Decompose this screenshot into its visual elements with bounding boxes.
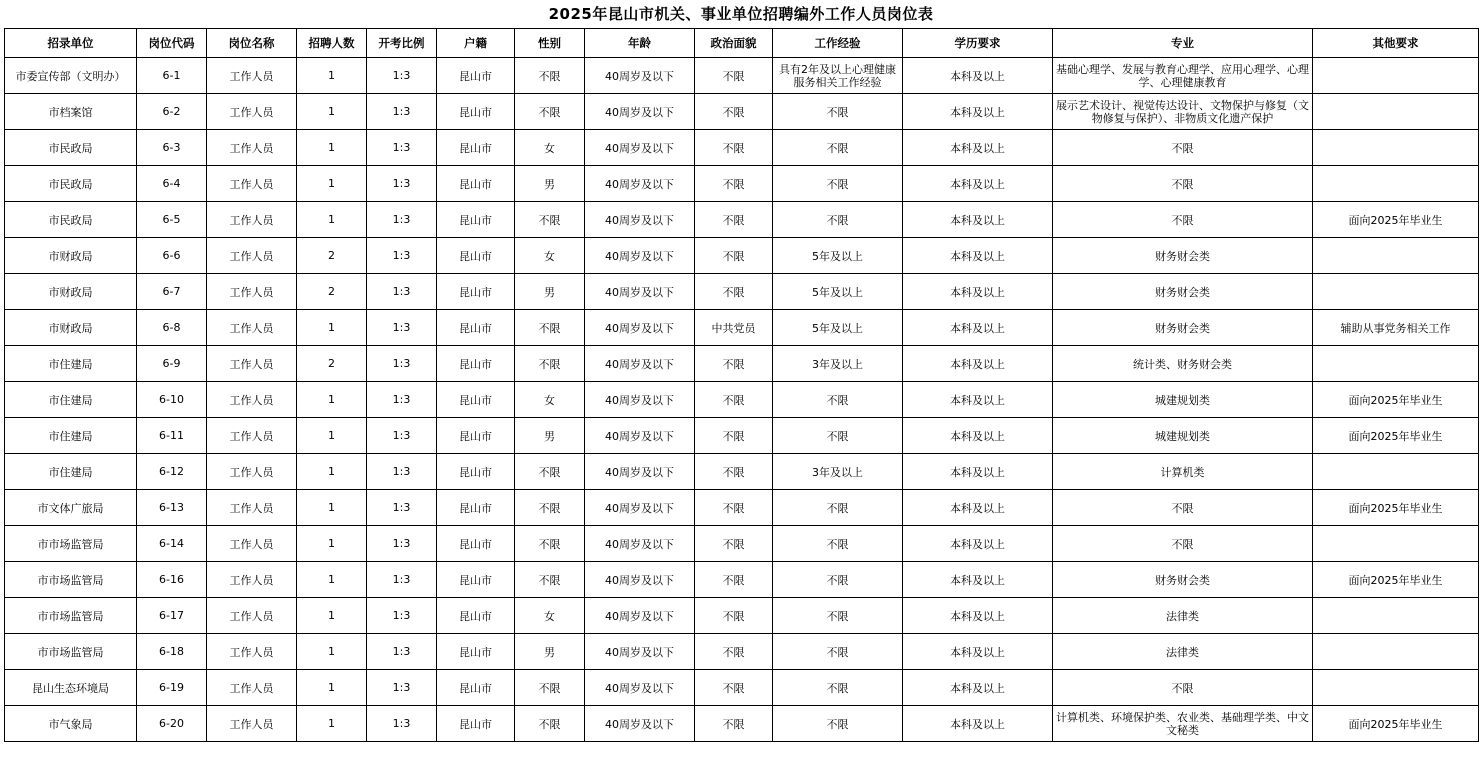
cell-code: 6-10	[137, 382, 207, 418]
cell-major: 不限	[1053, 166, 1313, 202]
cell-code: 6-14	[137, 526, 207, 562]
cell-experience: 不限	[773, 418, 903, 454]
cell-age: 40周岁及以下	[585, 202, 695, 238]
table-row	[5, 598, 1479, 634]
cell-count: 1	[297, 490, 367, 526]
cell-position: 工作人员	[207, 382, 297, 418]
cell-education: 本科及以上	[903, 274, 1053, 310]
cell-experience: 不限	[773, 382, 903, 418]
cell-ratio: 1:3	[367, 382, 437, 418]
cell-unit: 市民政局	[5, 166, 137, 202]
header-count: 招聘人数	[297, 29, 367, 58]
cell-education: 本科及以上	[903, 418, 1053, 454]
cell-major: 展示艺术设计、视觉传达设计、文物保护与修复（文物修复与保护）、非物质文化遗产保护	[1053, 94, 1313, 130]
cell-political: 不限	[695, 562, 773, 598]
cell-unit: 市民政局	[5, 202, 137, 238]
cell-age: 40周岁及以下	[585, 310, 695, 346]
cell-code: 6-2	[137, 94, 207, 130]
cell-experience: 不限	[773, 94, 903, 130]
cell-residence: 昆山市	[437, 598, 515, 634]
cell-other	[1313, 58, 1479, 94]
cell-education: 本科及以上	[903, 346, 1053, 382]
cell-count: 2	[297, 238, 367, 274]
cell-political: 不限	[695, 670, 773, 706]
cell-political: 不限	[695, 58, 773, 94]
cell-ratio: 1:3	[367, 58, 437, 94]
cell-major: 法律类	[1053, 634, 1313, 670]
cell-count: 1	[297, 202, 367, 238]
cell-position: 工作人员	[207, 58, 297, 94]
cell-age: 40周岁及以下	[585, 706, 695, 742]
cell-age: 40周岁及以下	[585, 490, 695, 526]
cell-other	[1313, 346, 1479, 382]
cell-position: 工作人员	[207, 346, 297, 382]
cell-age: 40周岁及以下	[585, 94, 695, 130]
table-row	[5, 94, 1479, 130]
cell-other	[1313, 274, 1479, 310]
table-row	[5, 310, 1479, 346]
cell-experience: 3年及以上	[773, 346, 903, 382]
cell-age: 40周岁及以下	[585, 670, 695, 706]
cell-other	[1313, 598, 1479, 634]
cell-ratio: 1:3	[367, 130, 437, 166]
cell-gender: 男	[515, 274, 585, 310]
cell-gender: 男	[515, 634, 585, 670]
cell-gender: 不限	[515, 58, 585, 94]
cell-gender: 不限	[515, 526, 585, 562]
cell-other	[1313, 454, 1479, 490]
cell-ratio: 1:3	[367, 706, 437, 742]
cell-experience: 具有2年及以上心理健康服务相关工作经验	[773, 58, 903, 94]
cell-unit: 市委宣传部（文明办）	[5, 58, 137, 94]
cell-political: 不限	[695, 382, 773, 418]
cell-position: 工作人员	[207, 706, 297, 742]
cell-ratio: 1:3	[367, 238, 437, 274]
cell-experience: 不限	[773, 562, 903, 598]
header-position: 岗位名称	[207, 29, 297, 58]
cell-experience: 不限	[773, 670, 903, 706]
cell-political: 不限	[695, 490, 773, 526]
cell-residence: 昆山市	[437, 166, 515, 202]
table-row	[5, 382, 1479, 418]
cell-position: 工作人员	[207, 202, 297, 238]
cell-other: 辅助从事党务相关工作	[1313, 310, 1479, 346]
cell-experience: 不限	[773, 598, 903, 634]
cell-major: 计算机类、环境保护类、农业类、基础理学类、中文文秘类	[1053, 706, 1313, 742]
cell-major: 计算机类	[1053, 454, 1313, 490]
cell-unit: 昆山生态环境局	[5, 670, 137, 706]
header-major: 专业	[1053, 29, 1313, 58]
cell-political: 不限	[695, 634, 773, 670]
cell-code: 6-7	[137, 274, 207, 310]
cell-code: 6-12	[137, 454, 207, 490]
cell-major: 城建规划类	[1053, 382, 1313, 418]
cell-political: 不限	[695, 346, 773, 382]
cell-position: 工作人员	[207, 562, 297, 598]
cell-experience: 5年及以上	[773, 310, 903, 346]
cell-position: 工作人员	[207, 166, 297, 202]
cell-residence: 昆山市	[437, 634, 515, 670]
cell-residence: 昆山市	[437, 274, 515, 310]
table-row	[5, 346, 1479, 382]
cell-unit: 市财政局	[5, 238, 137, 274]
table-row	[5, 562, 1479, 598]
cell-unit: 市民政局	[5, 130, 137, 166]
cell-count: 1	[297, 130, 367, 166]
cell-unit: 市市场监管局	[5, 526, 137, 562]
cell-experience: 不限	[773, 634, 903, 670]
cell-code: 6-11	[137, 418, 207, 454]
cell-political: 不限	[695, 418, 773, 454]
cell-education: 本科及以上	[903, 310, 1053, 346]
cell-other: 面向2025年毕业生	[1313, 562, 1479, 598]
cell-unit: 市住建局	[5, 454, 137, 490]
cell-count: 1	[297, 598, 367, 634]
cell-other	[1313, 238, 1479, 274]
cell-age: 40周岁及以下	[585, 418, 695, 454]
cell-position: 工作人员	[207, 130, 297, 166]
cell-code: 6-9	[137, 346, 207, 382]
cell-position: 工作人员	[207, 598, 297, 634]
header-ratio: 开考比例	[367, 29, 437, 58]
cell-gender: 女	[515, 598, 585, 634]
cell-ratio: 1:3	[367, 94, 437, 130]
cell-gender: 女	[515, 382, 585, 418]
table-row	[5, 166, 1479, 202]
cell-experience: 不限	[773, 490, 903, 526]
header-education: 学历要求	[903, 29, 1053, 58]
cell-count: 1	[297, 562, 367, 598]
cell-other: 面向2025年毕业生	[1313, 418, 1479, 454]
header-code: 岗位代码	[137, 29, 207, 58]
header-age: 年龄	[585, 29, 695, 58]
cell-position: 工作人员	[207, 526, 297, 562]
table-body	[5, 58, 1479, 742]
cell-major: 基础心理学、发展与教育心理学、应用心理学、心理学、心理健康教育	[1053, 58, 1313, 94]
cell-code: 6-6	[137, 238, 207, 274]
cell-political: 不限	[695, 454, 773, 490]
cell-education: 本科及以上	[903, 130, 1053, 166]
cell-age: 40周岁及以下	[585, 166, 695, 202]
cell-code: 6-19	[137, 670, 207, 706]
cell-residence: 昆山市	[437, 238, 515, 274]
table-row	[5, 490, 1479, 526]
cell-education: 本科及以上	[903, 58, 1053, 94]
cell-political: 不限	[695, 526, 773, 562]
table-row	[5, 274, 1479, 310]
cell-gender: 女	[515, 130, 585, 166]
table-row	[5, 634, 1479, 670]
cell-experience: 5年及以上	[773, 274, 903, 310]
header-row	[5, 29, 1479, 58]
cell-gender: 男	[515, 418, 585, 454]
cell-age: 40周岁及以下	[585, 562, 695, 598]
cell-count: 1	[297, 634, 367, 670]
cell-major: 城建规划类	[1053, 418, 1313, 454]
cell-residence: 昆山市	[437, 706, 515, 742]
cell-ratio: 1:3	[367, 490, 437, 526]
cell-other: 面向2025年毕业生	[1313, 202, 1479, 238]
cell-major: 财务财会类	[1053, 310, 1313, 346]
header-gender: 性别	[515, 29, 585, 58]
cell-count: 1	[297, 418, 367, 454]
cell-major: 统计类、财务财会类	[1053, 346, 1313, 382]
cell-unit: 市住建局	[5, 418, 137, 454]
cell-major: 财务财会类	[1053, 562, 1313, 598]
cell-age: 40周岁及以下	[585, 454, 695, 490]
cell-education: 本科及以上	[903, 166, 1053, 202]
cell-residence: 昆山市	[437, 454, 515, 490]
cell-code: 6-3	[137, 130, 207, 166]
cell-gender: 不限	[515, 490, 585, 526]
cell-ratio: 1:3	[367, 526, 437, 562]
cell-political: 不限	[695, 130, 773, 166]
cell-code: 6-4	[137, 166, 207, 202]
cell-political: 不限	[695, 274, 773, 310]
cell-unit: 市气象局	[5, 706, 137, 742]
table-row	[5, 58, 1479, 94]
cell-other: 面向2025年毕业生	[1313, 490, 1479, 526]
cell-code: 6-5	[137, 202, 207, 238]
cell-political: 不限	[695, 598, 773, 634]
table-row	[5, 454, 1479, 490]
cell-position: 工作人员	[207, 238, 297, 274]
cell-unit: 市住建局	[5, 346, 137, 382]
cell-age: 40周岁及以下	[585, 598, 695, 634]
cell-education: 本科及以上	[903, 238, 1053, 274]
cell-residence: 昆山市	[437, 562, 515, 598]
table-row	[5, 418, 1479, 454]
sheet-title: 2025年昆山市机关、事业单位招聘编外工作人员岗位表	[548, 5, 934, 23]
cell-count: 2	[297, 274, 367, 310]
cell-code: 6-16	[137, 562, 207, 598]
cell-position: 工作人员	[207, 274, 297, 310]
cell-political: 不限	[695, 94, 773, 130]
cell-education: 本科及以上	[903, 490, 1053, 526]
cell-residence: 昆山市	[437, 670, 515, 706]
cell-residence: 昆山市	[437, 130, 515, 166]
cell-ratio: 1:3	[367, 202, 437, 238]
cell-experience: 不限	[773, 166, 903, 202]
cell-residence: 昆山市	[437, 346, 515, 382]
cell-unit: 市市场监管局	[5, 562, 137, 598]
cell-gender: 女	[515, 238, 585, 274]
cell-count: 1	[297, 310, 367, 346]
cell-residence: 昆山市	[437, 310, 515, 346]
cell-unit: 市财政局	[5, 274, 137, 310]
cell-ratio: 1:3	[367, 310, 437, 346]
cell-code: 6-13	[137, 490, 207, 526]
cell-position: 工作人员	[207, 490, 297, 526]
table-row	[5, 202, 1479, 238]
cell-count: 1	[297, 454, 367, 490]
cell-residence: 昆山市	[437, 202, 515, 238]
cell-age: 40周岁及以下	[585, 382, 695, 418]
cell-ratio: 1:3	[367, 670, 437, 706]
cell-gender: 不限	[515, 706, 585, 742]
cell-residence: 昆山市	[437, 526, 515, 562]
cell-ratio: 1:3	[367, 166, 437, 202]
cell-unit: 市市场监管局	[5, 598, 137, 634]
cell-ratio: 1:3	[367, 346, 437, 382]
cell-gender: 不限	[515, 454, 585, 490]
table-row	[5, 130, 1479, 166]
cell-education: 本科及以上	[903, 526, 1053, 562]
cell-ratio: 1:3	[367, 274, 437, 310]
cell-age: 40周岁及以下	[585, 274, 695, 310]
cell-gender: 不限	[515, 310, 585, 346]
cell-position: 工作人员	[207, 310, 297, 346]
cell-count: 1	[297, 670, 367, 706]
cell-count: 1	[297, 382, 367, 418]
cell-gender: 不限	[515, 562, 585, 598]
cell-ratio: 1:3	[367, 634, 437, 670]
cell-political: 不限	[695, 706, 773, 742]
cell-experience: 不限	[773, 130, 903, 166]
cell-education: 本科及以上	[903, 706, 1053, 742]
cell-position: 工作人员	[207, 454, 297, 490]
header-unit: 招录单位	[5, 29, 137, 58]
cell-gender: 男	[515, 166, 585, 202]
cell-education: 本科及以上	[903, 562, 1053, 598]
cell-major: 不限	[1053, 490, 1313, 526]
cell-major: 不限	[1053, 130, 1313, 166]
cell-code: 6-17	[137, 598, 207, 634]
cell-gender: 不限	[515, 670, 585, 706]
cell-age: 40周岁及以下	[585, 346, 695, 382]
cell-major: 法律类	[1053, 598, 1313, 634]
cell-political: 中共党员	[695, 310, 773, 346]
table-row	[5, 670, 1479, 706]
header-political: 政治面貌	[695, 29, 773, 58]
cell-residence: 昆山市	[437, 58, 515, 94]
cell-unit: 市住建局	[5, 382, 137, 418]
cell-unit: 市文体广旅局	[5, 490, 137, 526]
cell-residence: 昆山市	[437, 418, 515, 454]
cell-age: 40周岁及以下	[585, 634, 695, 670]
cell-experience: 5年及以上	[773, 238, 903, 274]
cell-experience: 不限	[773, 202, 903, 238]
cell-position: 工作人员	[207, 670, 297, 706]
cell-other	[1313, 526, 1479, 562]
cell-code: 6-18	[137, 634, 207, 670]
cell-major: 不限	[1053, 670, 1313, 706]
cell-experience: 不限	[773, 706, 903, 742]
cell-experience: 不限	[773, 526, 903, 562]
cell-count: 2	[297, 346, 367, 382]
cell-education: 本科及以上	[903, 94, 1053, 130]
cell-gender: 不限	[515, 94, 585, 130]
cell-position: 工作人员	[207, 418, 297, 454]
cell-experience: 3年及以上	[773, 454, 903, 490]
cell-age: 40周岁及以下	[585, 238, 695, 274]
cell-other: 面向2025年毕业生	[1313, 382, 1479, 418]
table-row	[5, 526, 1479, 562]
cell-unit: 市档案馆	[5, 94, 137, 130]
header-residence: 户籍	[437, 29, 515, 58]
cell-education: 本科及以上	[903, 382, 1053, 418]
cell-other: 面向2025年毕业生	[1313, 706, 1479, 742]
cell-count: 1	[297, 94, 367, 130]
cell-other	[1313, 634, 1479, 670]
cell-count: 1	[297, 166, 367, 202]
cell-education: 本科及以上	[903, 634, 1053, 670]
cell-ratio: 1:3	[367, 454, 437, 490]
cell-major: 不限	[1053, 526, 1313, 562]
header-other: 其他要求	[1313, 29, 1479, 58]
cell-gender: 不限	[515, 202, 585, 238]
positions-table	[4, 28, 1479, 742]
cell-position: 工作人员	[207, 634, 297, 670]
cell-political: 不限	[695, 166, 773, 202]
cell-other	[1313, 670, 1479, 706]
cell-major: 财务财会类	[1053, 238, 1313, 274]
cell-unit: 市市场监管局	[5, 634, 137, 670]
table-row	[5, 706, 1479, 742]
cell-education: 本科及以上	[903, 670, 1053, 706]
cell-code: 6-1	[137, 58, 207, 94]
cell-code: 6-8	[137, 310, 207, 346]
cell-count: 1	[297, 526, 367, 562]
cell-education: 本科及以上	[903, 454, 1053, 490]
cell-age: 40周岁及以下	[585, 130, 695, 166]
table-row	[5, 238, 1479, 274]
cell-count: 1	[297, 58, 367, 94]
header-experience: 工作经验	[773, 29, 903, 58]
cell-ratio: 1:3	[367, 418, 437, 454]
cell-major: 不限	[1053, 202, 1313, 238]
cell-political: 不限	[695, 202, 773, 238]
cell-age: 40周岁及以下	[585, 526, 695, 562]
cell-code: 6-20	[137, 706, 207, 742]
cell-ratio: 1:3	[367, 598, 437, 634]
cell-gender: 不限	[515, 346, 585, 382]
cell-other	[1313, 94, 1479, 130]
cell-ratio: 1:3	[367, 562, 437, 598]
cell-age: 40周岁及以下	[585, 58, 695, 94]
cell-education: 本科及以上	[903, 598, 1053, 634]
cell-position: 工作人员	[207, 94, 297, 130]
cell-other	[1313, 166, 1479, 202]
cell-unit: 市财政局	[5, 310, 137, 346]
cell-residence: 昆山市	[437, 490, 515, 526]
cell-count: 1	[297, 706, 367, 742]
cell-education: 本科及以上	[903, 202, 1053, 238]
cell-residence: 昆山市	[437, 94, 515, 130]
cell-political: 不限	[695, 238, 773, 274]
cell-other	[1313, 130, 1479, 166]
cell-residence: 昆山市	[437, 382, 515, 418]
cell-major: 财务财会类	[1053, 274, 1313, 310]
